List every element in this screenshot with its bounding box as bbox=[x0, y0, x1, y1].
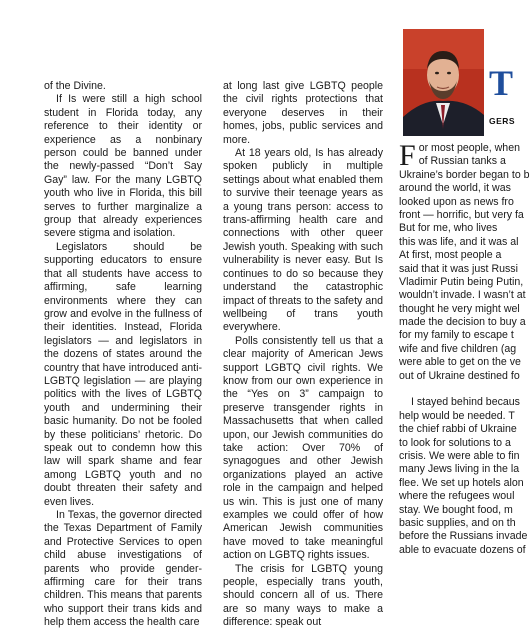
text-line: basic supplies, and on th bbox=[399, 516, 516, 529]
text-line: wouldn’t invade. I wasn’t at bbox=[399, 289, 526, 302]
text-line: around the world, it was bbox=[399, 182, 511, 195]
text-line: Vladimir Putin being Putin, bbox=[399, 275, 524, 288]
text-line: made the decision to buy a bbox=[399, 316, 526, 329]
text-line: wife and five children (ag bbox=[399, 342, 517, 355]
text-line: out of Ukraine destined fo bbox=[399, 369, 520, 382]
text-line: front — horrific, but very fa bbox=[399, 208, 524, 221]
paragraph: Legislators should be supporting educators to ensure that all students have access to affirming, safe learning environments where they can grow and evolve in the fullness of their identities. Instead, Florida legislators — and legislators in the dozens of states around the country that have introduced anti-LGBTQ legislation — are playing politics with the lives of LGBTQ youth and undermining their basic humanity. Do not be fooled by these politicians’ rhetoric. Do speak out to condemn how this law will spark shame and fear among LGBTQ youth and no doubt threaten their safety and even lives. bbox=[44, 240, 202, 508]
text-line: to look for solutions to a bbox=[399, 436, 511, 449]
text-line: looked upon as news fro bbox=[399, 195, 514, 208]
text-line: where the refugees woul bbox=[399, 490, 515, 503]
text-line: But for me, who lives bbox=[399, 222, 498, 235]
paragraph: Polls consistently tell us that a clear majority of American Jews support LGBTQ civil rights. We know from our own experience in the “Yes on 3” campaign to preserve transgender rights in Massachusetts that when called upon, our Jewish communities do take action: Over 70% of synagogues and other Jewish organizations played an active role in the campaign and helped us win. This is just one of many examples we could offer of how American Jewish communities have moved to take meaningful action on LGBTQ rights issues. bbox=[223, 334, 383, 562]
paragraph: In Texas, the governor directed the Texas Department of Family and Protective Services to open child abuse investigations of parents who provide gender-affirming care for their trans children. This means that parents who support their trans kids and help them access the health care bbox=[44, 509, 202, 629]
article-column-1 bbox=[44, 80, 202, 630]
text-line: flee. We set up hotels alon bbox=[399, 476, 524, 489]
text-line: said that it was just Russi bbox=[399, 262, 518, 275]
text-line bbox=[399, 383, 512, 396]
text-line: of Russian tanks a bbox=[418, 155, 506, 168]
text-line: this was life, and it was al bbox=[399, 235, 519, 248]
text-line: crisis. We were able to fin bbox=[399, 449, 520, 462]
article-title: T bbox=[489, 63, 513, 103]
paragraph: The crisis for LGBTQ young people, especially trans youth, should concern all of us. There are so many ways to make a difference: speak out bbox=[223, 562, 383, 629]
drop-cap: F bbox=[399, 139, 416, 172]
text-line: I stayed behind becaus bbox=[411, 396, 520, 409]
text-line: thought he very might wel bbox=[399, 302, 520, 315]
byline: GERS bbox=[489, 116, 516, 126]
text-line: help would be needed. T bbox=[399, 409, 515, 422]
paragraph: If Is were still a high school student in Florida today, any reference to their identity or experience as a nonbinary person could be banned under the newly-passed “Don’t Say Gay” law. For the many LGBTQ youth who live in Florida, this bill serves to further marginalize a group that already experiences severe stigma and isolation. bbox=[44, 93, 202, 240]
text-line: or most people, when bbox=[418, 142, 520, 154]
text-line: At first, most people a bbox=[399, 249, 502, 262]
paragraph: of the Divine. bbox=[44, 80, 106, 92]
author-portrait-image bbox=[403, 29, 484, 136]
text-line: before the Russians invade bbox=[399, 530, 528, 543]
text-line: many Jews living in the la bbox=[399, 463, 520, 476]
author-photo bbox=[403, 29, 484, 136]
paragraph: At 18 years old, Is has already spoken publicly in multiple settings about what enabled them to survive their teenage years as a young trans person: access to trans-affirming health care and connections with other queer Jewish youth. Speaking with such vulnerability is never easy. But Is continues to do so because they understand the catastrophic impact of threats to the safety and wellbeing of trans youth everywhere. bbox=[223, 147, 383, 334]
text-line: the chief rabbi of Ukraine bbox=[399, 423, 517, 436]
text-line: were able to get on the ve bbox=[399, 356, 521, 369]
paragraph: at long last give LGBTQ people the civil rights protections that everyone deserves in their homes, jobs, public services and more. bbox=[223, 80, 383, 146]
article-column-3 bbox=[399, 139, 530, 557]
text-line: able to evacuate dozens of bbox=[399, 543, 526, 556]
text-line: Ukraine’s border began to b bbox=[399, 168, 530, 181]
text-line: stay. We bought food, m bbox=[399, 503, 513, 516]
text-line: for my family to escape t bbox=[399, 329, 514, 342]
article-column-2 bbox=[223, 80, 383, 630]
